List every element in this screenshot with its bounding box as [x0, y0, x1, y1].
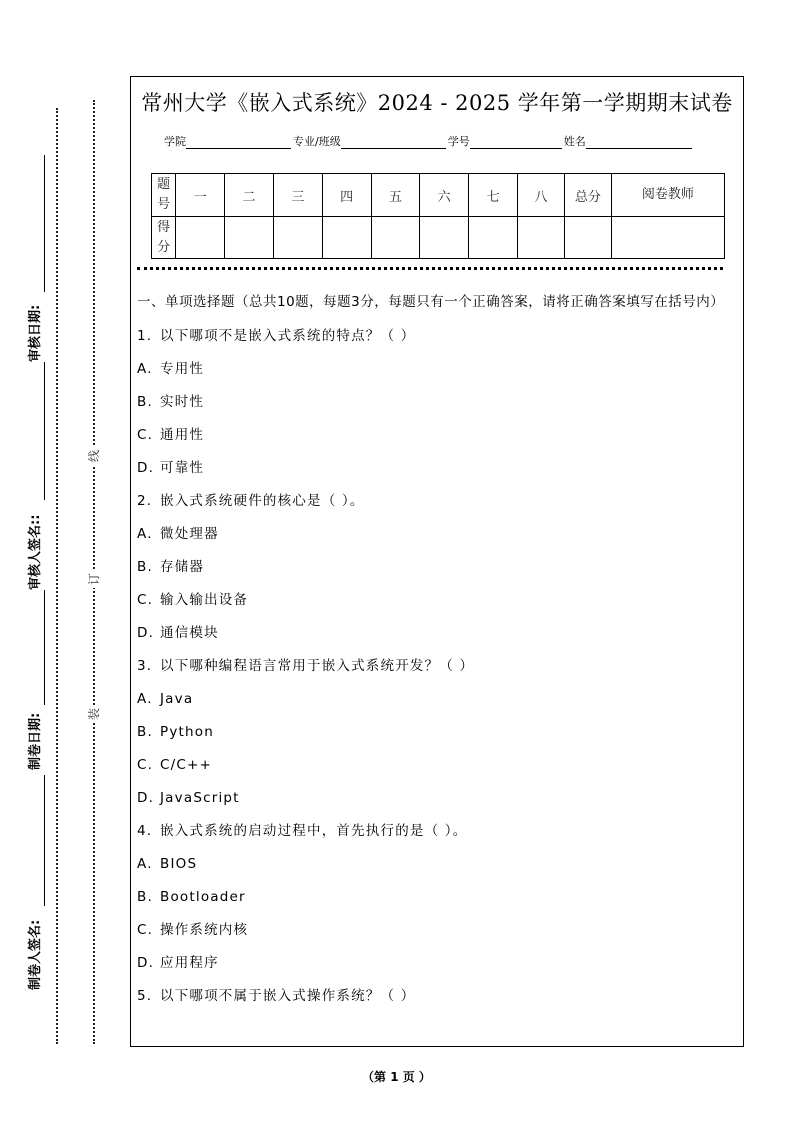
college-label: 学院 — [164, 135, 186, 148]
question-5 — [137, 980, 735, 1013]
score-table-header-row — [152, 174, 725, 217]
question-3 — [137, 650, 735, 683]
dotted-separator — [137, 267, 723, 270]
question-text: 嵌入式系统硬件的核心是（ ）。 — [160, 493, 365, 509]
option-text: 实时性 — [160, 394, 205, 410]
option-2c — [137, 584, 735, 617]
exam-title: 常州大学《嵌入式系统》2024 - 2025 学年第一学期期末试卷 — [141, 91, 733, 115]
score-cell-1[interactable] — [176, 217, 225, 259]
score-label: 得分 — [152, 217, 176, 259]
major-class-label: 专业/班级 — [293, 135, 341, 148]
score-cell-5[interactable] — [371, 217, 420, 259]
option-1b — [137, 386, 735, 419]
option-text: 可靠性 — [160, 460, 205, 476]
option-3c — [137, 749, 735, 782]
option-text: 通用性 — [160, 427, 205, 443]
option-key: C. — [137, 922, 154, 938]
option-text: 应用程序 — [160, 955, 219, 971]
option-key: D. — [137, 460, 155, 476]
option-text: 输入输出设备 — [160, 592, 249, 608]
review-date-line[interactable] — [44, 155, 45, 292]
score-cell-3[interactable] — [273, 217, 322, 259]
score-table — [151, 173, 725, 259]
score-cell-4[interactable] — [322, 217, 371, 259]
question-4 — [137, 815, 735, 848]
option-key: A. — [137, 691, 153, 707]
option-1a — [137, 353, 735, 386]
option-text: 微处理器 — [160, 526, 219, 542]
option-1d — [137, 452, 735, 485]
col-5: 五 — [371, 174, 420, 217]
binding-mark-ding: 订 — [85, 570, 103, 588]
option-key: C. — [137, 427, 154, 443]
name-field[interactable] — [586, 136, 692, 149]
score-cell-8[interactable] — [518, 217, 565, 259]
binding-dotted-line-outer — [56, 108, 58, 1044]
score-cell-total[interactable] — [564, 217, 611, 259]
option-4c — [137, 914, 735, 947]
review-date-label: 审核日期: — [28, 304, 43, 362]
option-text: Python — [160, 724, 214, 740]
option-key: D. — [137, 790, 155, 806]
option-key: A. — [137, 856, 153, 872]
option-key: A. — [137, 361, 153, 377]
option-key: C. — [137, 592, 154, 608]
col-grader: 阅卷教师 — [611, 174, 724, 217]
binding-mark-zhuang: 装 — [85, 705, 103, 723]
question-number-label: 题号 — [152, 174, 176, 217]
compile-date-line[interactable] — [44, 590, 45, 705]
option-key: C. — [137, 757, 154, 773]
col-6: 六 — [420, 174, 469, 217]
question-number: 4. — [137, 823, 153, 839]
col-2: 二 — [225, 174, 274, 217]
option-text: C/C++ — [160, 757, 213, 773]
col-3: 三 — [273, 174, 322, 217]
option-4b — [137, 881, 735, 914]
student-info-row — [164, 133, 694, 149]
option-key: B. — [137, 559, 153, 575]
option-text: 专用性 — [160, 361, 205, 377]
question-2 — [137, 485, 735, 518]
compiler-signature-label: 制卷人签名: — [28, 919, 43, 990]
option-text: Bootloader — [160, 889, 246, 905]
option-key: A. — [137, 526, 153, 542]
student-id-field[interactable] — [470, 136, 562, 149]
col-8: 八 — [518, 174, 565, 217]
option-3a — [137, 683, 735, 716]
option-key: D. — [137, 955, 155, 971]
option-key: D. — [137, 625, 155, 641]
option-text: Java — [160, 691, 194, 707]
option-text: 操作系统内核 — [160, 922, 249, 938]
option-key: B. — [137, 724, 153, 740]
question-text: 以下哪项不属于嵌入式操作系统？（ ） — [160, 988, 416, 1004]
score-cell-6[interactable] — [420, 217, 469, 259]
compile-date-label: 制卷日期: — [28, 712, 43, 770]
option-key: B. — [137, 889, 153, 905]
option-4d — [137, 947, 735, 980]
question-text: 以下哪种编程语言常用于嵌入式系统开发？（ ） — [160, 658, 475, 674]
question-number: 3. — [137, 658, 153, 674]
option-1c — [137, 419, 735, 452]
question-number: 1. — [137, 328, 153, 344]
exam-paper-frame — [130, 76, 744, 1047]
question-1 — [137, 320, 735, 353]
question-text: 以下哪项不是嵌入式系统的特点？（ ） — [160, 328, 416, 344]
student-id-label: 学号 — [447, 135, 470, 148]
score-table-score-row — [152, 217, 725, 259]
option-text: 通信模块 — [160, 625, 219, 641]
option-2a — [137, 518, 735, 551]
col-4: 四 — [322, 174, 371, 217]
col-1: 一 — [176, 174, 225, 217]
option-3b — [137, 716, 735, 749]
reviewer-signature-line[interactable] — [44, 362, 45, 500]
binding-mark-xian: 线 — [85, 447, 103, 465]
col-total: 总分 — [564, 174, 611, 217]
option-4a — [137, 848, 735, 881]
major-class-field[interactable] — [341, 136, 446, 149]
question-text: 嵌入式系统的启动过程中，首先执行的是（ ）。 — [160, 823, 468, 839]
compiler-signature-line[interactable] — [44, 775, 45, 906]
question-number: 2. — [137, 493, 153, 509]
col-7: 七 — [469, 174, 518, 217]
page-number: （第 1 页 ） — [362, 1070, 431, 1084]
score-cell-grader[interactable] — [611, 217, 724, 259]
option-3d — [137, 782, 735, 815]
option-2d — [137, 617, 735, 650]
question-number: 5. — [137, 988, 153, 1004]
section-heading: 一、单项选择题（总共10题，每题3分，每题只有一个正确答案，请将正确答案填写在括号内） — [137, 294, 725, 310]
option-key: B. — [137, 394, 153, 410]
college-field[interactable] — [186, 136, 291, 149]
option-text: BIOS — [160, 856, 198, 872]
option-text: JavaScript — [160, 790, 240, 806]
option-2b — [137, 551, 735, 584]
name-label: 姓名 — [563, 135, 586, 148]
score-cell-7[interactable] — [469, 217, 518, 259]
section-single-choice — [137, 290, 735, 1013]
reviewer-signature-label: 审核人签名:: — [28, 514, 43, 590]
option-text: 存储器 — [160, 559, 205, 575]
score-cell-2[interactable] — [225, 217, 274, 259]
